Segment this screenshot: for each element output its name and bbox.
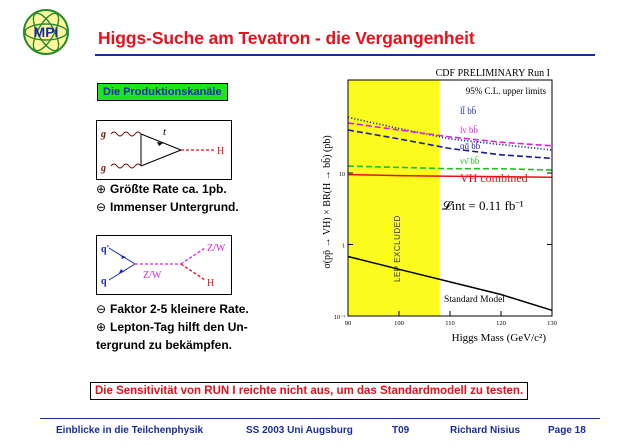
- minus-symbol: ⊖: [96, 302, 107, 316]
- y-tick-label-2: 10: [339, 172, 345, 179]
- bullet-lepton-tag: [96, 320, 248, 334]
- bullet-factor: [96, 302, 249, 316]
- gluon-line-top: [111, 132, 141, 136]
- production-channels-badge: Die Produktionskanäle: [97, 83, 228, 101]
- x-tick-label-0: 90: [344, 320, 352, 327]
- series-label-3: νν̄ bb̄: [460, 156, 480, 166]
- footer-course: Einblicke in die Teilchenphysik: [56, 425, 204, 436]
- x-tick-label-1: 100: [394, 320, 404, 327]
- x-tick-label-3: 120: [496, 320, 506, 327]
- higgs-limit-chart: [310, 62, 562, 346]
- bullet-lepton-tag-cont: [96, 338, 232, 352]
- bullet-text: tergrund zu bekämpfen.: [96, 338, 233, 352]
- y-tick-label-0: 10⁻¹: [334, 315, 345, 321]
- boson-label: Z/W: [207, 243, 226, 254]
- x-axis-label: Higgs Mass (GeV/c²): [451, 332, 546, 344]
- logo-text: MPI: [33, 24, 59, 40]
- footer-code: T09: [392, 425, 410, 436]
- series-label-5: Standard Model: [444, 295, 505, 305]
- quark-label: q: [101, 276, 107, 287]
- plus-symbol: ⊕: [96, 320, 107, 334]
- title-divider: [95, 54, 595, 56]
- propagator-label: Z/W: [143, 270, 162, 281]
- bullet-background: [96, 200, 239, 214]
- minus-symbol: ⊖: [96, 200, 107, 214]
- y-tick-label-1: 1: [342, 243, 345, 250]
- bullet-rate: [96, 182, 227, 196]
- higgs-label: H: [207, 278, 215, 289]
- gluon-line-bottom: [111, 164, 141, 168]
- gluon-label-1: g: [101, 129, 106, 140]
- bullet-text: Immenser Untergrund.: [110, 200, 239, 214]
- gluon-fusion-diagram: [96, 120, 232, 180]
- footer-divider: [40, 418, 600, 419]
- x-tick-label-2: 110: [445, 320, 455, 327]
- series-label-1: lν bb̄: [460, 125, 478, 135]
- bullet-text: Größte Rate ca. 1pb.: [110, 182, 227, 196]
- top-loop-edge-2: [141, 150, 181, 166]
- sensitivity-note: Die Sensitivität von RUN I reichte nicht aus, um das Standardmodell zu testen.: [90, 382, 528, 400]
- mpi-logo: [22, 8, 70, 56]
- higgs-out: [181, 264, 205, 280]
- bullet-text: Faktor 2-5 kleinere Rate.: [110, 302, 249, 316]
- footer-page: Page 18: [548, 425, 586, 436]
- top-loop-edge-1: [141, 134, 181, 150]
- top-label: t: [163, 126, 167, 138]
- series-label-0: ll̄ bb̄: [460, 106, 477, 116]
- luminosity-annotation: 𝓛int = 0.11 fb⁻¹: [442, 198, 524, 213]
- page-title: Higgs-Suche am Tevatron - die Vergangenheit: [98, 28, 475, 48]
- plus-symbol: ⊕: [96, 182, 107, 196]
- associated-production-diagram: [96, 235, 232, 295]
- series-label-4: VH combined: [460, 171, 528, 185]
- gluon-label-2: g: [101, 163, 106, 174]
- quark-prime-label: q': [101, 244, 110, 255]
- chart-subtitle: 95% C.L. upper limits: [465, 86, 546, 96]
- y-axis-label: σ(pp̄ → VH) × BR(H → bb̄) (pb): [322, 135, 333, 269]
- bullet-text: Lepton-Tag hilft den Un-: [110, 320, 248, 334]
- boson-out: [181, 248, 205, 264]
- footer-author: Richard Nisius: [450, 425, 521, 436]
- x-tick-label-4: 130: [547, 320, 557, 327]
- chart-title: CDF PRELIMINARY Run I: [435, 68, 550, 79]
- lep-excluded-label: LEP EXCLUDED: [393, 215, 402, 282]
- series-label-2: qq̄ bb̄: [460, 141, 481, 151]
- higgs-label: H: [217, 146, 225, 157]
- footer-term: SS 2003 Uni Augsburg: [246, 425, 353, 436]
